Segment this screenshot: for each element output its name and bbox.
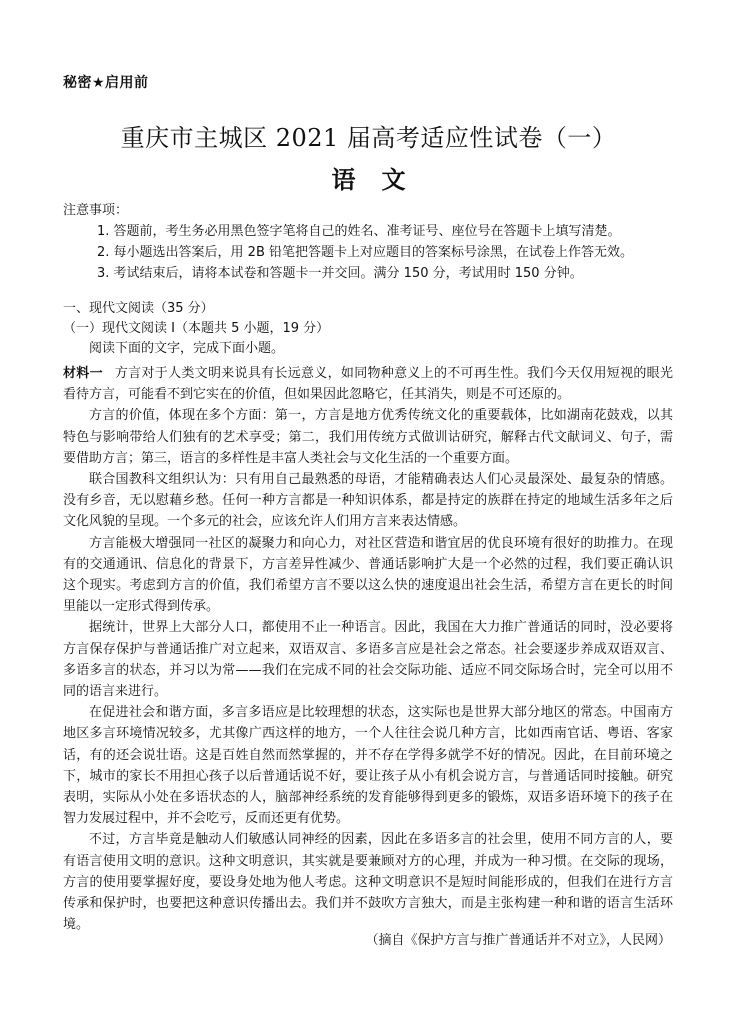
material-paragraph: 在促进社会和谐方面，多言多语应是比较理想的状态，这实际也是世界大部分地区的常态。中国南方地区多言环境情况较多，尤其像广西这样的地方，一个人往往会说几种方言，比如西南官话、粤语、客家话，有的还会说壮语。这是百姓自然而然掌握的，并不存在学得多就学不好的情况。因此，在目前环境之下，城市的家长不用担心孩子以后普通话说不好，要让孩子从小有机会说方言，与普通话同时接触。研究表明，实际从小处在多语状态的人，脑部神经系统的发育能够得到更多的锻炼，双语多语环境下的孩子在智力发展过程中，并不会吃亏，反而还更有优势。 [63,705,673,827]
material-source: （摘自《保护方言与推广普通话并不对立》，人民网） [365,933,671,948]
subject-title: 语文 [331,165,432,194]
section-instruction: 阅读下面的文字，完成下面小题。 [89,341,285,356]
material-paragraph: 联合国教科文组织认为：只有用自己最熟悉的母语，才能精确表达人们心灵最深处、最复杂的情感。没有乡音，无以慰藉乡愁。任何一种方言都是一种知识体系，都是持定的族群在持定的地域生活多年之后文化风貌的呈现。一个多元的社会，应该允许人们用方言来表达情感。 [63,472,673,530]
notice-items [63,221,683,284]
section-subheading: （一）现代文阅读 Ⅰ（本题共 5 小题，19 分） [63,321,330,336]
material-paragraph [63,363,673,405]
notice-item: 2. 每小题选出答案后，用 2B 铅笔把答题卡上对应题目的答案标号涂黑，在试卷上作答无效。 [97,245,633,260]
notice-item: 3. 考试结束后，请将本试卷和答题卡一并交回。满分 150 分，考试用时 150 分钟。 [97,266,583,281]
material-paragraph: 方言的价值，体现在多个方面：第一，方言是地方优秀传统文化的重要载体，比如湖南花鼓戏，以其特色与影响带给人们独有的艺术享受；第二，我们用传统方式做训诂研究，解释古代文献词义、句子，需要借助方言；第三，语言的多样性是丰富人类社会与文化生活的一个重要方面。 [63,408,673,466]
exam-title: 重庆市主城区 2021 届高考适应性试卷（一） [120,124,617,152]
notice-block [63,200,683,284]
notice-item: 1. 答题前，考生务必用黑色签字笔将自己的姓名、准考证号、座位号在答题卡上填写清楚。 [97,224,621,239]
material-paragraph-text: 方言对于人类文明来说具有长远意义，如同物种意义上的不可再生性。我们今天仅用短视的眼光看待方言，可能看不到它实在的价值，但如果因此忽略它，任其消失，则是不可还原的。 [63,366,673,403]
material-label: 材料一 [63,366,103,381]
section-heading: 一、现代文阅读（35 分） [63,301,214,316]
material-paragraph: 方言能极大增强同一社区的凝聚力和向心力，对社区营造和谐宜居的优良环境有很好的助推力。在现有的交通通讯、信息化的背景下，方言差异性减少、普通话影响扩大是一个必然的过程，我们要正确认识这个现实。考虑到方言的价值，我们希望方言不要以这么快的速度退出社会生活，希望方言在更长的时间里能以一定形式得到传承。 [63,535,673,615]
section-header [63,299,683,359]
material-paragraph: 不过，方言毕竟是触动人们敏感认同神经的因素，因此在多语多言的社会里，使用不同方言的人，要有语言使用文明的意识。这种文明意识，其实就是要兼顾对方的心理，并成为一种习惯。在交际的现场，方言的使用要掌握好度，要设身处地为他人考虑。这种文明意识不是短时间能形成的，但我们在进行方言传承和保护时，也要把这种意识传播出去。我们并不鼓吹方言独大，而是主张构建一种和谐的语言生活环境。 [63,832,673,933]
reading-material [63,363,673,935]
material-paragraph: 据统计，世界上大部分人口，都使用不止一种语言。因此，我国在大力推广普通话的同时，没必要将方言保存保护与普通话推广对立起来，双语双言、多语多言应是社会之常态。社会要逐步养成双语双言、多语多言的状态，并习以为常——我们在完成不同的社会交际功能、适应不同交际场合时，完全可以用不同的语言来进行。 [63,620,673,700]
secret-mark: 秘密★启用前 [63,75,149,91]
notice-label: 注意事项： [63,203,129,218]
